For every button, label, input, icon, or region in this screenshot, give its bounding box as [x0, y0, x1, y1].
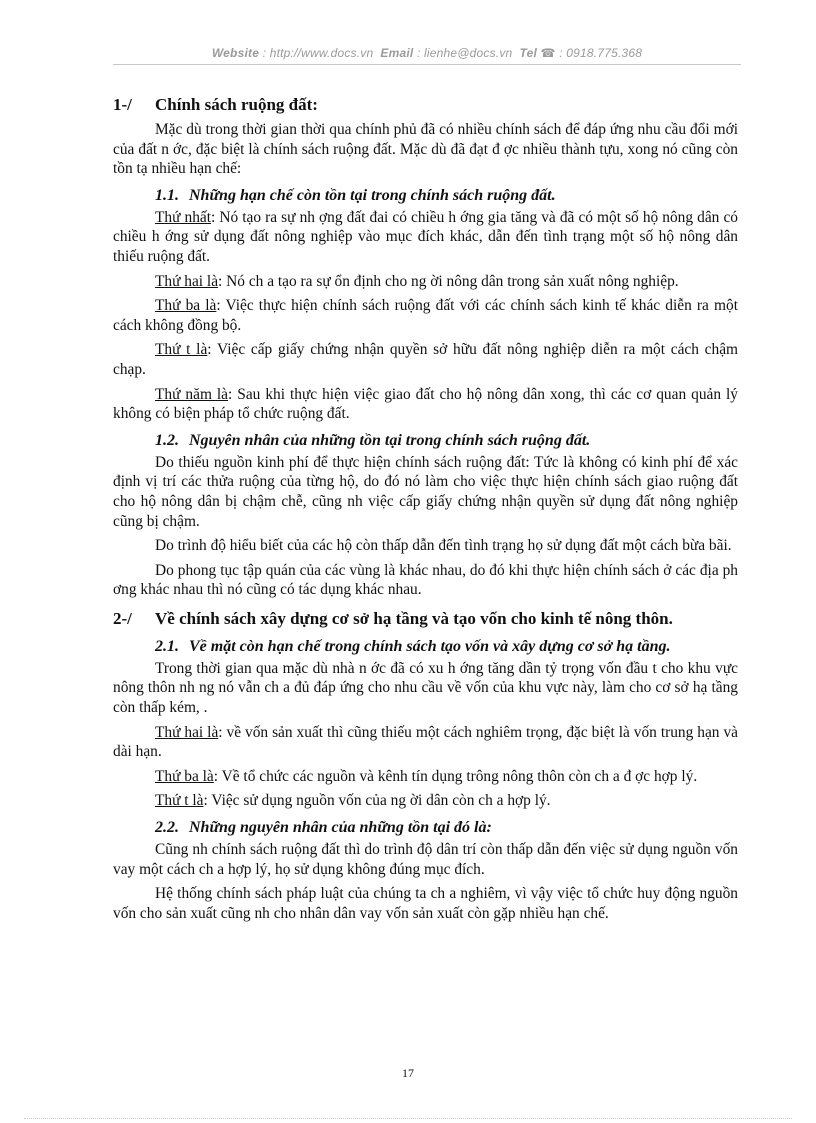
list-item	[113, 723, 738, 762]
subsection-2-1-number: 2.1.	[155, 637, 179, 655]
paragraph: Do trình độ hiểu biết của các hộ còn thấp dẫn đến tình trạng họ sử dụng đất một cách bừa bãi.	[155, 537, 732, 555]
subsection-2-1-heading	[155, 636, 738, 657]
website-value: : http://www.docs.vn	[262, 46, 374, 60]
subsection-2-2-heading	[155, 817, 738, 838]
tel-value: ☎ : 0918.775.368	[540, 46, 643, 60]
document-body	[113, 90, 738, 928]
item-text: : Nó tạo ra sự nh ợng đất đai có chiều h ớng gia tăng và đã có một số hộ nông dân có chiều h ớng sử dụng đất nông nghiệp vào mục đích khác, dẫn đến tình trạng một số hộ nông dân thiếu ruộng đất.	[113, 208, 738, 265]
section-2-heading	[113, 608, 738, 630]
list-item	[113, 296, 738, 335]
paragraph: Do phong tục tập quán của các vùng là khác nhau, do đó khi thực hiện chính sách ở các địa ph ơng khác nhau thì nó cũng có tác dụng khác nhau.	[113, 561, 738, 599]
subsection-1-1-title: Những hạn chế còn tồn tại trong chính sách ruộng đất.	[189, 186, 556, 204]
list-item	[113, 208, 738, 267]
subsection-1-2-number: 1.2.	[155, 431, 179, 449]
subsection-2-1-title: Về mặt còn hạn chế trong chính sách tạo vốn và xây dựng cơ sở hạ tầng.	[189, 637, 671, 655]
item-lead: Thứ t là	[155, 792, 204, 810]
item-text: : Nó ch a tạo ra sự ổn định cho ng ời nông dân trong sản xuất nông nghiệp.	[218, 272, 679, 290]
website-label: Website	[211, 46, 260, 60]
email-label: Email	[380, 46, 414, 60]
paragraph: Hệ thống chính sách pháp luật của chúng ta ch a nghiêm, vì vậy việc tổ chức huy động nguồn vốn cho sản xuất cũng nh cho nhân dân vay vốn sản xuất còn gặp nhiều hạn chế.	[113, 885, 738, 922]
list-item	[113, 385, 738, 424]
section-1-intro: Mặc dù trong thời gian thời qua chính phủ đã có nhiều chính sách để đáp ứng nhu cầu đổi mới của đất n ớc, đặc biệt là chính sách ruộng đất. Mặc dù đã đạt đ ợc nhiều thành tựu, xong nó cũng còn tồn tạ nhiều hạn chế:	[113, 121, 738, 178]
item-lead: Thứ hai là	[155, 272, 219, 290]
item-lead: Thứ t là	[155, 341, 208, 359]
section-2-title: Về chính sách xây dựng cơ sở hạ tầng và tạo vốn cho kinh tế nông thôn.	[155, 608, 673, 628]
item-text: : Sau khi thực hiện việc giao đất cho hộ nông dân xong, thì các cơ quan quản lý không có biện pháp tổ chức ruộng đất.	[113, 385, 739, 423]
tel-label: Tel	[519, 46, 537, 60]
list-item	[113, 791, 738, 811]
item-text: : Về tổ chức các nguồn và kênh tín dụng trông nông thôn còn ch a đ ợc hợp lý.	[213, 767, 698, 785]
item-lead: Thứ nhất	[155, 208, 212, 226]
item-text: : Việc thực hiện chính sách ruộng đất với các chính sách kinh tế khác diễn ra một cách không đồng bộ.	[113, 297, 738, 334]
page-header	[113, 46, 741, 65]
section-1-number: 1-/	[113, 95, 132, 114]
subsection-1-2-heading	[155, 430, 738, 451]
paragraph: Do thiếu nguồn kinh phí để thực hiện chính sách ruộng đất: Tức là không có kinh phí để xác định vị trí các thửa ruộng của từng hộ, do đó nó làm cho việc thực hiện chính sách giao ruộng đất cho hộ nông dân bị chậm chễ, cũng nh việc cấp giấy chứng nhận quyền sử dụng đất nông nghiệp cũng bị chậm.	[113, 453, 738, 530]
item-text: : về vốn sản xuất thì cũng thiếu một cách nghiêm trọng, đặc biệt là vốn trung hạn và dài hạn.	[113, 723, 738, 761]
item-text: : Việc sử dụng nguồn vốn của ng ời dân còn ch a hợp lý.	[203, 792, 551, 810]
list-item	[113, 340, 738, 379]
subsection-1-1-number: 1.1.	[155, 186, 179, 204]
item-lead: Thứ hai là	[155, 723, 219, 741]
item-text: : Việc cấp giấy chứng nhận quyền sở hữu đất nông nghiệp diễn ra một cách chậm chạp.	[113, 341, 738, 378]
section-2-number: 2-/	[113, 608, 132, 628]
section-1-title: Chính sách ruộng đất:	[155, 95, 318, 114]
item-lead: Thứ ba là	[155, 297, 217, 315]
item-lead: Thứ ba là	[155, 767, 214, 785]
subsection-2-2-title: Những nguyên nhân của những tồn tại đó là:	[189, 819, 492, 837]
item-lead: Thứ năm là	[155, 385, 229, 403]
paragraph: Trong thời gian qua mặc dù nhà n ớc đã có xu h ớng tăng dần tỷ trọng vốn đầu t cho khu vực nông thôn nh ng nó vẫn ch a đủ đáp ứng cho nhu cầu về vốn của khu vực này, làm cho cơ sở hạ tầng còn thấp kém, .	[113, 659, 738, 717]
page-number: 17	[402, 1066, 414, 1080]
subsection-1-2-title: Nguyên nhân của những tồn tại trong chính sách ruộng đất.	[189, 431, 591, 449]
email-value: : lienhe@docs.vn	[416, 46, 513, 60]
subsection-1-1-heading	[155, 185, 738, 206]
section-1-heading	[113, 94, 738, 116]
list-item	[113, 272, 738, 292]
list-item	[113, 767, 738, 787]
paragraph: Cũng nh chính sách ruộng đất thì do trình độ dân trí còn thấp dẫn đến việc sử dụng nguồn vốn vay một cách ch a hợp lý, họ sử dụng không đúng mục đích.	[113, 841, 738, 878]
subsection-2-2-number: 2.2.	[155, 819, 179, 837]
footer-divider	[24, 1118, 792, 1119]
